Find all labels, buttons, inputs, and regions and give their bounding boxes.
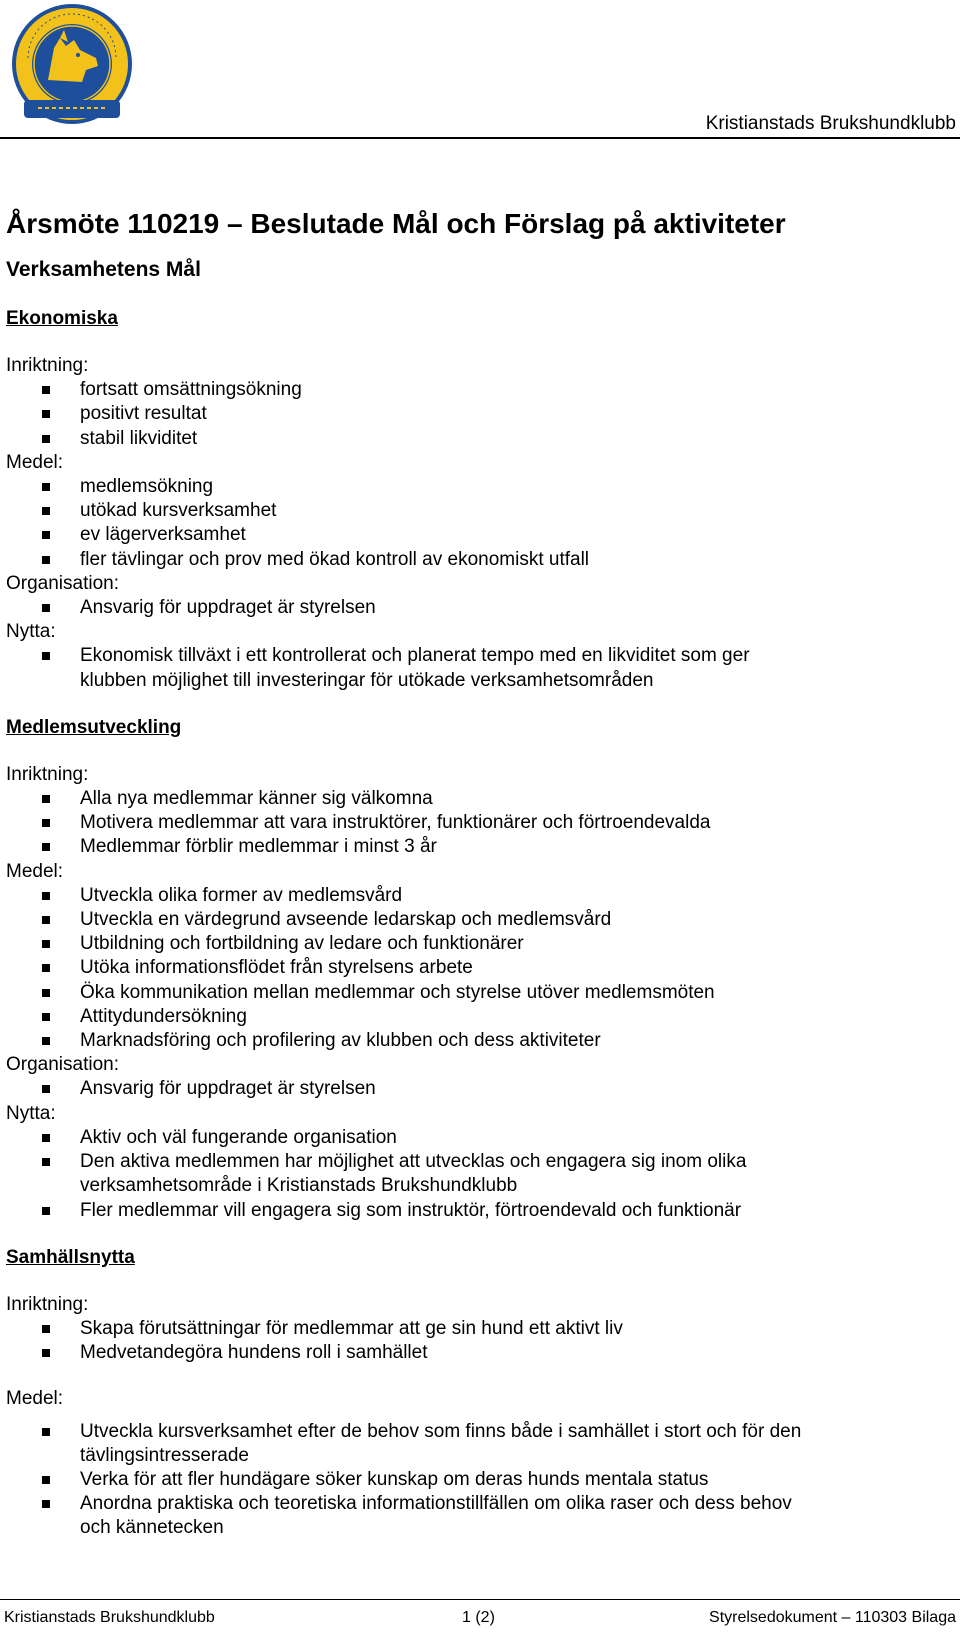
list-item: fortsatt omsättningsökning	[6, 378, 946, 402]
page-footer	[0, 1599, 960, 1634]
club-logo-emblem	[10, 0, 134, 133]
list-item: Fler medlemmar vill engagera sig som instruktör, förtroendevald och funktionär	[6, 1199, 946, 1223]
list-item: positivt resultat	[6, 402, 946, 426]
list-item: Utveckla kursverksamhet efter de behov som finns både i samhället i stort och för den tävlingsintresserade	[6, 1420, 946, 1468]
section-heading: Medlemsutveckling	[6, 716, 182, 738]
group-label: Organisation:	[6, 1054, 120, 1076]
list-item: Skapa förutsättningar för medlemmar att ge sin hund ett aktivt liv	[6, 1317, 946, 1341]
footer-page-number: 1 (2)	[462, 1609, 495, 1626]
header-divider	[0, 137, 960, 139]
list-item: Öka kommunikation mellan medlemmar och styrelse utöver medlemsmöten	[6, 981, 946, 1005]
list-item: medlemsökning	[6, 475, 946, 499]
group-label: Medel:	[6, 1388, 64, 1410]
list-item: Den aktiva medlemmen har möjlighet att utvecklas och engagera sig inom olika verksamhetsområde i Kristianstads Brukshundklubb	[6, 1150, 946, 1198]
section-heading: Samhällsnytta	[6, 1246, 135, 1268]
list-item: fler tävlingar och prov med ökad kontroll av ekonomiskt utfall	[6, 548, 946, 572]
group-label: Medel:	[6, 451, 64, 473]
header-organization-name: Kristianstads Brukshundklubb	[705, 113, 956, 134]
list-item: Utöka informationsflödet från styrelsens arbete	[6, 956, 946, 980]
list-item: Utbildning och fortbildning av ledare och funktionärer	[6, 932, 946, 956]
list-item: Anordna praktiska och teoretiska informationstillfällen om olika raser och dess behov och kännetecken	[6, 1492, 946, 1540]
footer-divider	[0, 1599, 960, 1600]
group-label: Organisation:	[6, 572, 120, 594]
list-item: Marknadsföring och profilering av klubben och dess aktiviteter	[6, 1029, 946, 1053]
list-item: Attitydundersökning	[6, 1005, 946, 1029]
section-samhallsnytta	[6, 1245, 946, 1541]
list-item: Medvetandegöra hundens roll i samhället	[6, 1341, 946, 1365]
list-item: ev lägerverksamhet	[6, 523, 946, 547]
list-item: Aktiv och väl fungerande organisation	[6, 1126, 946, 1150]
page-header	[0, 0, 960, 140]
group-label: Nytta:	[6, 621, 56, 643]
list-item: Utveckla olika former av medlemsvård	[6, 884, 946, 908]
list-item: Verka för att fler hundägare söker kunskap om deras hunds mentala status	[6, 1468, 946, 1492]
group-label: Inriktning:	[6, 1293, 89, 1315]
bullet-list	[6, 1126, 946, 1223]
bullet-list	[6, 378, 946, 451]
list-item: stabil likviditet	[6, 427, 946, 451]
bullet-list	[6, 1420, 946, 1541]
list-item: Medlemmar förblir medlemmar i minst 3 år	[6, 835, 946, 859]
bullet-list	[6, 1077, 946, 1101]
list-item: Alla nya medlemmar känner sig välkomna	[6, 787, 946, 811]
section-heading: Ekonomiska	[6, 308, 118, 329]
section-ekonomiska	[6, 306, 946, 693]
bullet-list	[6, 475, 946, 572]
list-item: Ekonomisk tillväxt i ett kontrollerat och planerat tempo med en likviditet som ger klubben möjlighet till investeringar för utökade verksamhetsområden	[6, 644, 946, 692]
club-logo	[10, 0, 134, 133]
list-item: Utveckla en värdegrund avseende ledarskap och medlemsvård	[6, 908, 946, 932]
footer-organization-name: Kristianstads Brukshundklubb	[4, 1609, 215, 1626]
bullet-list	[6, 884, 946, 1053]
list-item: utökad kursverksamhet	[6, 499, 946, 523]
list-item: Ansvarig för uppdraget är styrelsen	[6, 1077, 946, 1101]
bullet-list	[6, 644, 946, 692]
footer-document-reference: Styrelsedokument – 110303 Bilaga	[709, 1609, 956, 1626]
document-body	[6, 204, 946, 1541]
document-subtitle: Verksamhetens Mål	[6, 258, 201, 281]
document-title: Årsmöte 110219 – Beslutade Mål och Förslag på aktiviteter	[6, 208, 786, 239]
group-label: Inriktning:	[6, 763, 89, 785]
section-medlemsutveckling	[6, 715, 946, 1223]
bullet-list	[6, 1317, 946, 1365]
bullet-list	[6, 596, 946, 620]
bullet-list	[6, 787, 946, 860]
group-label: Medel:	[6, 860, 64, 882]
group-label: Inriktning:	[6, 355, 89, 376]
list-item: Ansvarig för uppdraget är styrelsen	[6, 596, 946, 620]
list-item: Motivera medlemmar att vara instruktörer, funktionärer och förtroendevalda	[6, 811, 946, 835]
group-label: Nytta:	[6, 1102, 56, 1124]
